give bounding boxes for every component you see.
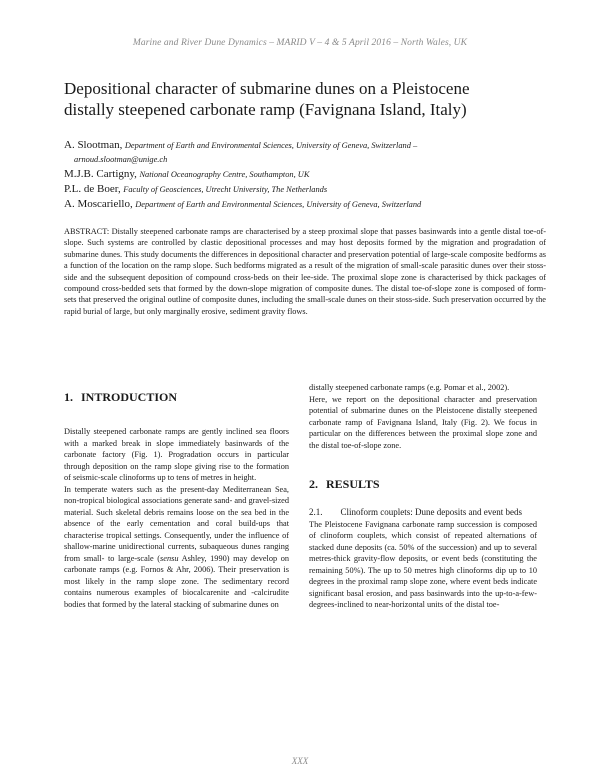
intro-paragraph-1: Distally steepened carbonate ramps are gently inclined sea floors with a marked break in slope immediately basinwards of the carbonate factory (Fig. 1). Progradation occurs in particular through deposition on the ramp slope giving rise to the formation of seismic-scale clinoforms up to tens of metres in height. <box>64 427 289 482</box>
title-line-1: Depositional character of submarine dunes on a Pleistocene <box>64 79 470 98</box>
subsection-heading <box>309 507 537 519</box>
section-title: RESULTS <box>326 477 380 491</box>
section-title: INTRODUCTION <box>81 390 178 404</box>
author-affiliation: Department of Earth and Environmental Sciences, University of Geneva, Switzerland – <box>124 141 418 150</box>
author-3 <box>64 182 544 197</box>
author-affiliation: Department of Earth and Environmental Sciences, University of Geneva, Switzerland <box>135 200 422 209</box>
intro-paragraph-continued: distally steepened carbonate ramps (e.g. Pomar et al., 2002). <box>309 383 510 392</box>
author-4 <box>64 197 544 212</box>
author-name: M.J.B. Cartigny, <box>64 168 137 180</box>
subsection-number: 2.1. <box>309 507 323 517</box>
section-heading-introduction <box>64 382 289 404</box>
author-email: arnoud.slootman@unige.ch <box>74 155 168 164</box>
running-header: Marine and River Dune Dynamics – MARID V – 4 & 5 April 2016 – North Wales, UK <box>132 38 468 48</box>
author-affiliation: National Oceanography Centre, Southampton, UK <box>139 170 310 179</box>
author-block <box>64 138 544 212</box>
intro-paragraph-3: Here, we report on the depositional character and preservation potential of submarine dunes on the Pleistocene distally steepened carbonate ramp of Favignana Island, Italy (Fig. 2). We focus in particular on the differences between the proximal slope zone and the distal toe-of-slope zone. <box>309 394 537 450</box>
right-column <box>309 382 537 611</box>
section-number: 2. <box>309 477 318 491</box>
author-affiliation: Faculty of Geosciences, Utrecht University, The Netherlands <box>123 185 328 194</box>
section-number: 1. <box>64 390 73 404</box>
text-run: In temperate waters such as the present-day Mediterranean Sea, non-tropical biological associations generate sand- and gravel-sized material. Such skeletal debris remains loose on the sea bed in the absence of the early cementation and coral build-ups that characterise tropical settings. Consequently, under the influence of shallow-marine unidirectional currents, subaqueous dunes ranging from small- to large-scale ( <box>64 484 289 563</box>
page-footer: XXX <box>291 756 309 766</box>
abstract: ABSTRACT: Distally steepened carbonate ramps are characterised by a steep proximal slope that passes basinwards into a gentle distal toe-of-slope. Such systems are controlled by clastic depositional processes and may host deposits formed by the migration and progradation of submarine dunes. This study documents the differences in depositional character and preservation potential of large-scale composite bedforms as a function of the location on the ramp slope. Such bedforms migrated as a result of the migration of small-scale parasitic dunes over their stoss-side and the subsequent deposition of compound cross-beds on their lee-side. The proximal slope zone is characterised by thick packages of compound cross-bedded sets that formed by the down-slope migration of composite dunes. The distal toe-of-slope zone is composed of form-sets that preserved the original outline of composite dunes, including the small-scale dunes on their stoss-side. Such preservation occurred by the rapid burial of large, but only marginally erosive, sediment gravity flows. <box>64 227 546 316</box>
author-2 <box>64 167 544 182</box>
paper-title <box>64 78 544 120</box>
author-name: A. Slootman, <box>64 139 123 151</box>
author-name: A. Moscariello, <box>64 198 133 210</box>
intro-paragraph-2 <box>64 484 289 611</box>
author-name: P.L. de Boer, <box>64 183 121 195</box>
section-heading-results <box>309 451 537 491</box>
text-run-italic: sensu <box>160 553 179 563</box>
left-column <box>64 382 289 610</box>
text-run: Ashley, 1990) may develop on carbonate ramps (e.g. Fornos & Ahr, 2006). Their preservation is most likely in the ramp slope zone. The sedimentary record contains numerous examples of biocalcarenite and -calcirudite bodies that formed by the lateral stacking of submarine dunes on <box>64 553 290 609</box>
author-1 <box>64 138 544 153</box>
results-paragraph-1: The Pleistocene Favignana carbonate ramp succession is composed of clinoform couplets, which consist of repeated alternations of stacked dune deposits (ca. 50% of the succession) and up to several metres-thick gravity-flow deposits, or event beds (constituting the remaining 50%). The up to 50 metres high clinoforms dip up to 10 degrees in the proximal ramp slope zone, where event beds indicate significant basal erosion, and pass basinwards into the up-to-a-few-degrees-inclined to near-horizontal units of the distal toe- <box>309 519 537 609</box>
subsection-title: Clinoform couplets: Dune deposits and event beds <box>340 507 522 517</box>
title-line-2: distally steepened carbonate ramp (Favignana Island, Italy) <box>64 100 467 119</box>
